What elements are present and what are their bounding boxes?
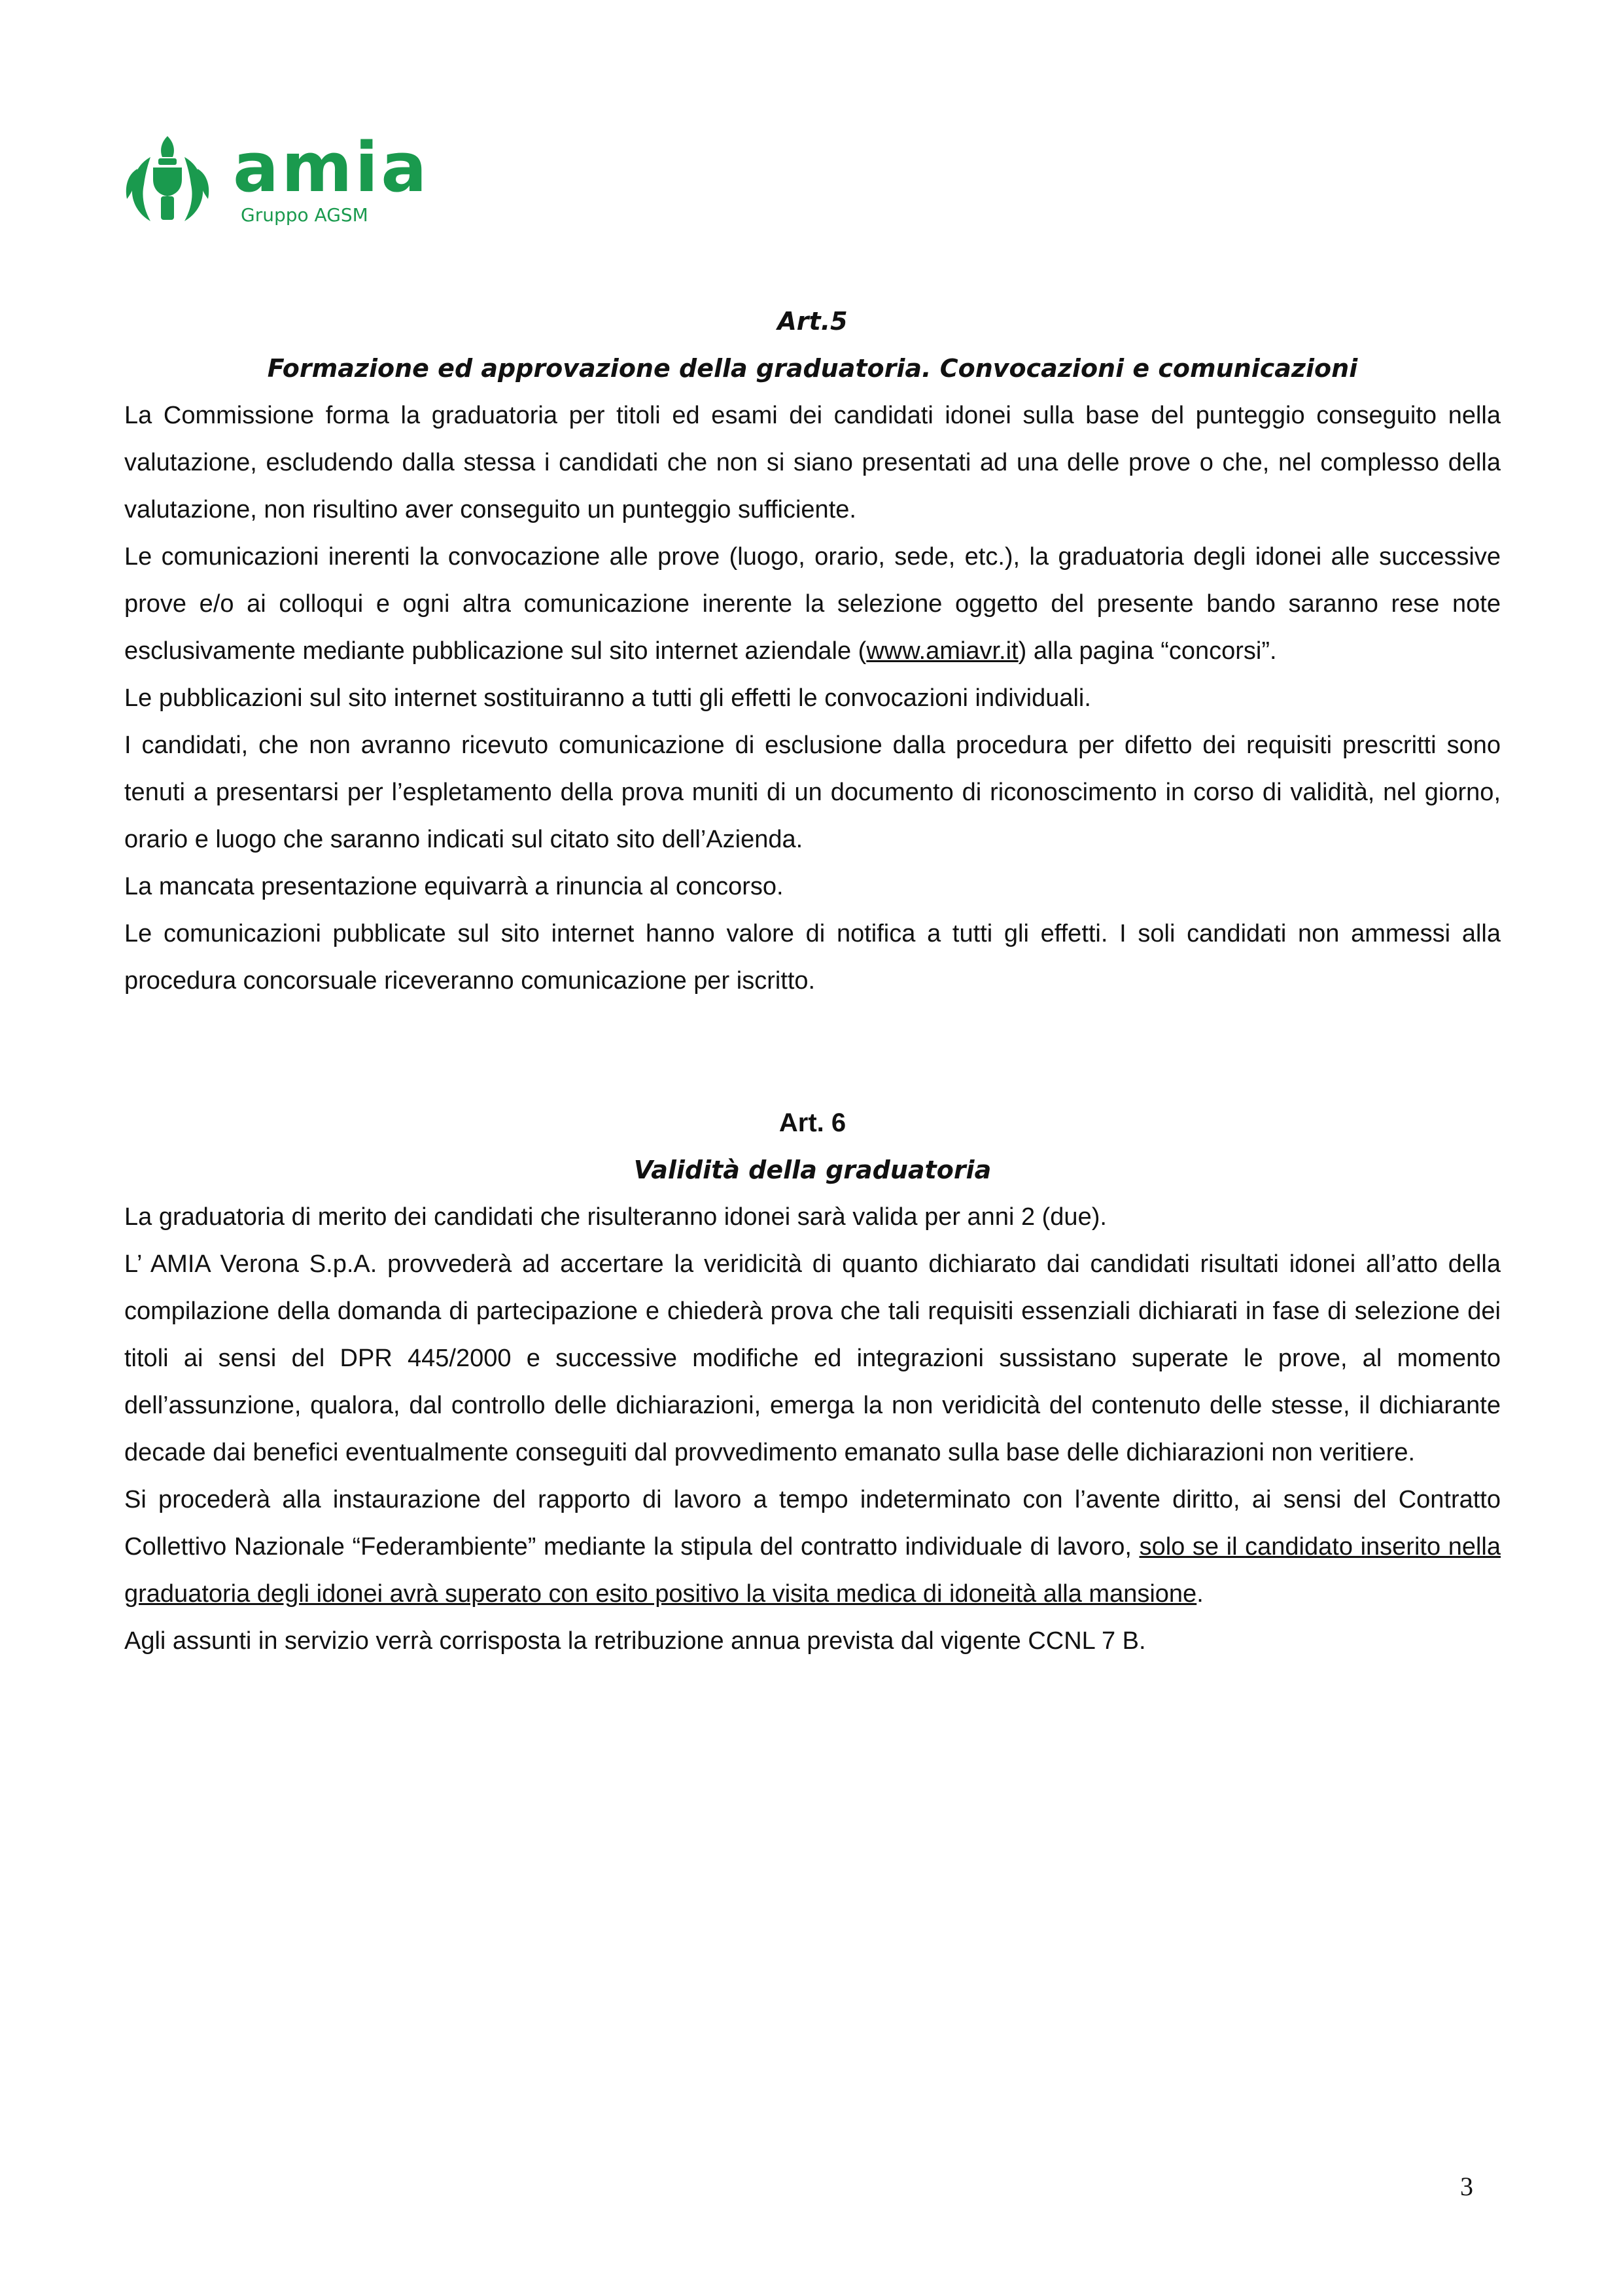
page-number: 3 (1460, 2172, 1473, 2201)
article-5-paragraph-1: La Commissione forma la graduatoria per titoli ed esami dei candidati idonei sulla base del punteggio conseguito nella valutazione, escludendo dalla stessa i candidati che non si siano presentati ad una delle prove o che, nel complesso della valutazione, non risultino aver conseguito un punteggio sufficiente. (124, 402, 1501, 523)
amiavr-website-link[interactable]: www.amiavr.it (866, 637, 1019, 665)
article-6-title: Validità della graduatoria (633, 1156, 992, 1184)
article-6-paragraph-3-text-before: Si procederà alla instaurazione del rapporto di lavoro a tempo indeterminato con l’avente diritto, ai sensi del Contratto Collettivo Nazionale “Federambiente” mediante la stipula del contratto individuale di lavoro, (124, 1486, 1501, 1561)
article-5-paragraph-5: La mancata presentazione equivarrà a rinuncia al concorso. (124, 873, 784, 900)
section-spacer (124, 1004, 1501, 1099)
article-6-paragraph-3-underlined: solo se il candidato inserito nella graduatoria degli idonei avrà superato con esito positivo la visita medica di idoneità alla mansione (124, 1533, 1501, 1608)
article-5-paragraph-2-text-before: Le comunicazioni inerenti la convocazione alle prove (luogo, orario, sede, etc.), la graduatoria degli idonei alle successive prove e/o ai colloqui e ogni altra comunicazione inerente la selezione oggetto del presente bando saranno rese note esclusivamente mediante pubblicazione sul sito internet aziendale ( (124, 543, 1501, 665)
article-5 (124, 298, 1501, 1004)
article-5-paragraph-2-text-after: ) alla pagina “concorsi”. (1018, 637, 1277, 665)
article-6-paragraph-4: Agli assunti in servizio verrà corrisposta la retribuzione annua prevista dal vigente CCNL 7 B. (124, 1627, 1146, 1655)
article-5-paragraph-6: Le comunicazioni pubblicate sul sito internet hanno valore di notifica a tutti gli effetti. I soli candidati non ammessi alla procedura concorsuale riceveranno comunicazione per iscritto. (124, 920, 1501, 995)
article-6-paragraph-1: La graduatoria di merito dei candidati che risulteranno idonei sarà valida per anni 2 (due). (124, 1203, 1107, 1231)
article-6-paragraph-3 (124, 1476, 1501, 1617)
article-6 (124, 1099, 1501, 1665)
article-5-paragraph-3: Le pubblicazioni sul sito internet sostituiranno a tutti gli effetti le convocazioni individuali. (124, 684, 1091, 712)
article-5-paragraph-2 (124, 533, 1501, 675)
crest-icon (126, 136, 209, 221)
document-body (124, 298, 1501, 1665)
logo-wordmark: amia (233, 131, 430, 207)
article-5-number: Art.5 (777, 307, 848, 336)
article-5-title: Formazione ed approvazione della graduatoria. Convocazioni e comunicazioni (267, 354, 1358, 383)
amia-logo (122, 131, 501, 229)
amia-logo-graphic (122, 131, 501, 229)
article-6-paragraph-3-text-after: . (1196, 1580, 1204, 1608)
logo-subtitle: Gruppo AGSM (241, 204, 368, 226)
article-6-paragraph-2: L’ AMIA Verona S.p.A. provvederà ad accertare la veridicità di quanto dichiarato dai candidati risultati idonei all’atto della compilazione della domanda di partecipazione e chiederà prova che tali requisiti essenziali dichiarati in fase di selezione dei titoli ai sensi del DPR 445/2000 e successive modifiche ed integrazioni sussistano superate le prove, al momento dell’assunzione, qualora, dal controllo delle dichiarazioni, emerga la non veridicità del contenuto delle stesse, il dichiarante decade dai benefici eventualmente conseguiti dal provvedimento emanato sulla base delle dichiarazioni non veritiere. (124, 1250, 1501, 1466)
article-5-paragraph-4: I candidati, che non avranno ricevuto comunicazione di esclusione dalla procedura per difetto dei requisiti prescritti sono tenuti a presentarsi per l’espletamento della prova muniti di un documento di riconoscimento in corso di validità, nel giorno, orario e luogo che saranno indicati sul citato sito dell’Azienda. (124, 732, 1501, 853)
article-6-number: Art. 6 (778, 1108, 846, 1137)
